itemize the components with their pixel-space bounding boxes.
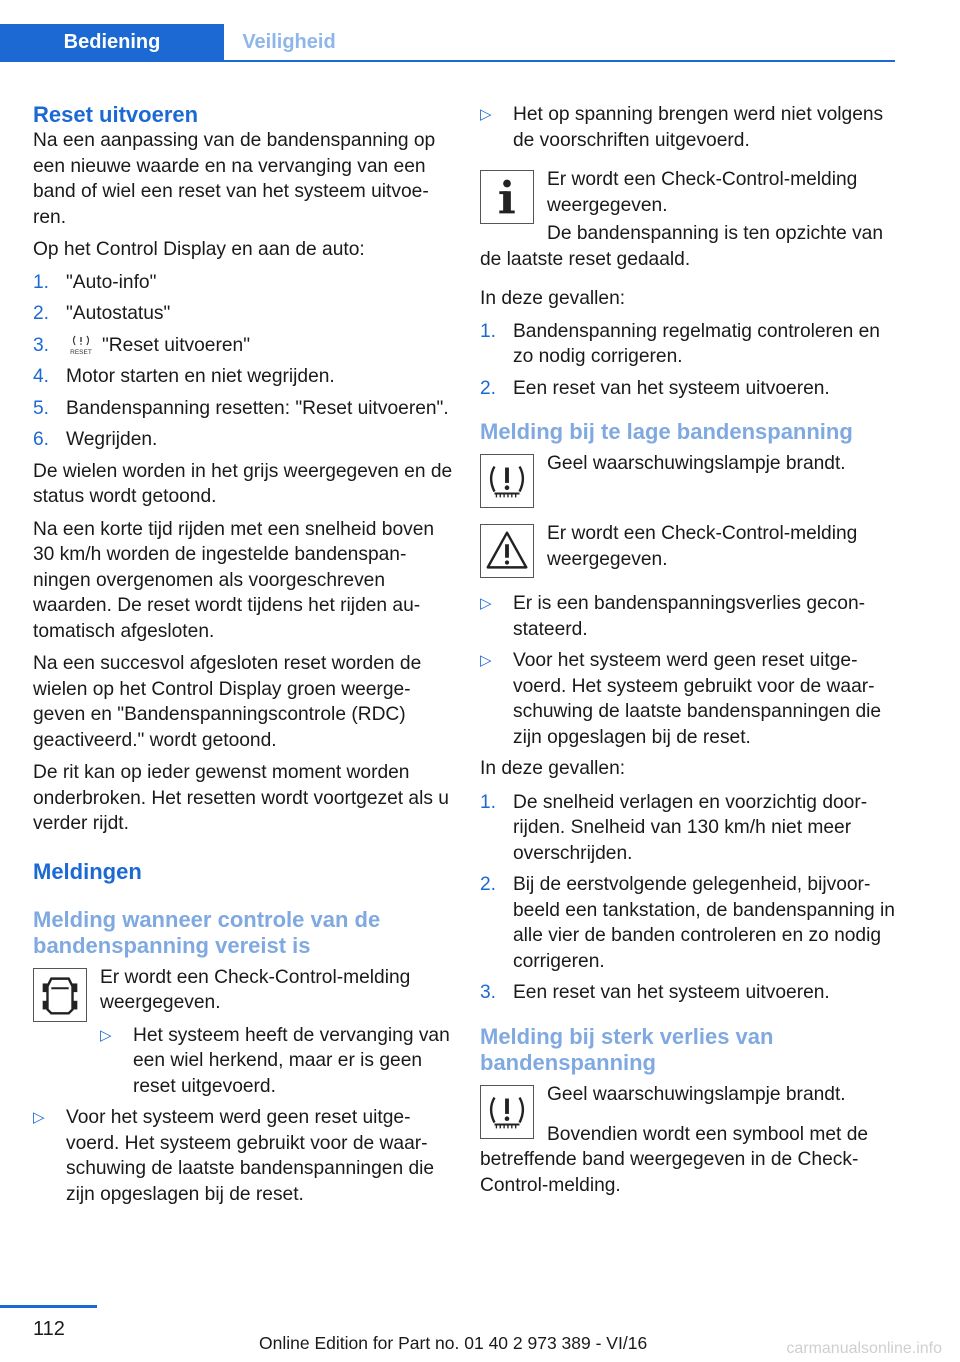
car-tire-status-icon — [33, 968, 87, 1022]
bullet-list — [480, 102, 900, 153]
page-number: 112 — [33, 1318, 65, 1340]
paragraph: In deze gevallen: — [480, 288, 626, 309]
warning-lamp-block — [480, 1082, 900, 1138]
list-item: 2. "Autostatus" — [33, 303, 171, 324]
list-item: 2. Bij de eerstvolgende gelegenheid, bijvoorbeeld een tankstation, de bandenspanning in alle vier de banden controleren en zo nodig corrigeren. — [480, 874, 895, 972]
header-rule — [0, 60, 895, 62]
cases-list — [480, 790, 900, 1006]
triangle-bullet-icon: ▷ — [480, 595, 492, 612]
heading-melding-controle: Melding wanneer controle van de bandenspanning vereist is — [33, 906, 381, 958]
paragraph: Er wordt een Check-Control-melding weergegeven. — [547, 523, 858, 570]
heading-meldingen: Meldingen — [33, 858, 142, 884]
paragraph: Er wordt een Check-Control-melding weergegeven. — [547, 169, 858, 216]
watermark: carmanualsonline.info — [786, 1340, 942, 1357]
info-icon — [480, 170, 534, 224]
triangle-bullet-icon: ▷ — [100, 1026, 112, 1044]
list-item: 3. RESET "Reset uitvoeren" — [33, 334, 251, 357]
list-item: ▷ Voor het systeem werd geen reset uitgevoerd. Het systeem gebruikt voor de waarschuwing de laatste bandenspanningen die zijn opgeslagen bij de reset. — [33, 1107, 435, 1205]
tab-bediening[interactable]: Bediening — [0, 24, 224, 61]
list-item: ▷ Het op spanning brengen werd niet volgens de voorschriften uitgevoerd. — [480, 104, 884, 151]
heading-reset-uitvoeren: Reset uitvoeren — [33, 102, 199, 127]
svg-text:RESET: RESET — [70, 349, 92, 357]
left-column — [33, 102, 453, 1213]
list-item: 1. De snelheid verlagen en voorzichtig doorrijden. Snelheid van 130 km/h niet meer overschrijden. — [480, 791, 868, 864]
paragraph: In deze gevallen: — [480, 758, 626, 779]
list-item: ▷ Er is een bandenspanningsverlies geconstateerd. — [480, 593, 865, 640]
warning-lamp-block — [480, 451, 900, 507]
heading-sterk-verlies: Melding bij sterk verlies van bandenspanning — [480, 1023, 774, 1075]
footer-rule — [0, 1305, 97, 1308]
list-item: 3. Een reset van het systeem uitvoeren. — [480, 982, 830, 1003]
paragraph: De wielen worden in het grijs weergegeven en de status wordt getoond. — [33, 460, 453, 507]
paragraph: Na een succesvol afgesloten reset worden de wielen op het Control Display groen weergegeven en "Bandenspanningscontrole (RDC) geactiveerd." wordt getoond. — [33, 653, 422, 751]
tab-veiligheid[interactable]: Veiligheid — [242, 31, 336, 53]
tire-pressure-warning-icon — [480, 1085, 534, 1139]
tire-reset-icon — [66, 334, 96, 356]
bullet-list — [33, 1105, 453, 1207]
paragraph: Na een korte tijd rijden met een snelheid boven 30 km/h worden de ingestelde bandenspanningen overgenomen als voorgeschreven waarden. De reset wordt tijdens het rijden automatisch afgesloten. — [33, 518, 435, 642]
list-item: 6. Wegrijden. — [33, 429, 158, 450]
warning-triangle-icon — [480, 524, 534, 578]
triangle-bullet-icon: ▷ — [33, 1109, 45, 1126]
paragraph: Op het Control Display en aan de auto: — [33, 239, 365, 260]
cases-list — [480, 319, 900, 402]
list-item: 1. "Auto-info" — [33, 271, 157, 293]
paragraph: De bandenspanning is ten opzichte van de laatste reset gedaald. — [480, 223, 884, 270]
list-item: ▷ Voor het systeem werd geen reset uitgevoerd. Het systeem gebruikt voor de waarschuwing de laatste bandenspanningen die zijn opgeslagen bij de reset. — [480, 650, 882, 748]
list-item: 1. Bandenspanning regelmatig controleren en zo nodig corrigeren. — [480, 320, 880, 367]
edition-text: Online Edition for Part no. 01 40 2 973 389 - VI/16 — [259, 1333, 648, 1353]
paragraph: Er wordt een Check-Control-melding weergegeven. — [100, 966, 411, 1013]
paragraph: Bovendien wordt een symbool met de betreffende band weergegeven in de Check-Control-melding. — [480, 1123, 869, 1196]
reset-steps-list — [33, 270, 453, 453]
tire-pressure-warning-icon — [480, 454, 534, 508]
warning-triangle-block — [480, 521, 900, 577]
bullet-list — [480, 591, 900, 750]
list-item: ▷ Het systeem heeft de vervanging van een wiel herkend, maar er is geen reset uitgevoerd. — [100, 1024, 450, 1097]
paragraph: Na een aanpassing van de bandenspanning op een nieuwe waarde en na vervanging van een band of wiel een reset van het systeem uitvoeren. — [33, 130, 436, 228]
chapter-tabs — [0, 24, 895, 62]
paragraph: Geel waarschuwingslampje brandt. — [547, 1083, 846, 1105]
bullet-list — [100, 1023, 453, 1100]
paragraph: Geel waarschuwingslampje brandt. — [547, 453, 846, 474]
paragraph: De rit kan op ieder gewenst moment worden onderbroken. Het resetten wordt voortgezet als u verder rijdt. — [33, 762, 449, 834]
heading-lage-bandenspanning: Melding bij te lage bandenspanning — [480, 419, 853, 444]
right-column — [480, 102, 900, 1205]
check-control-block — [33, 965, 453, 1100]
list-item: 4. Motor starten en niet wegrijden. — [33, 366, 335, 387]
info-block — [480, 167, 900, 223]
triangle-bullet-icon: ▷ — [480, 106, 492, 123]
list-item: 2. Een reset van het systeem uitvoeren. — [480, 377, 830, 399]
triangle-bullet-icon: ▷ — [480, 652, 492, 669]
list-item: 5. Bandenspanning resetten: "Reset uitvoeren". — [33, 397, 449, 419]
